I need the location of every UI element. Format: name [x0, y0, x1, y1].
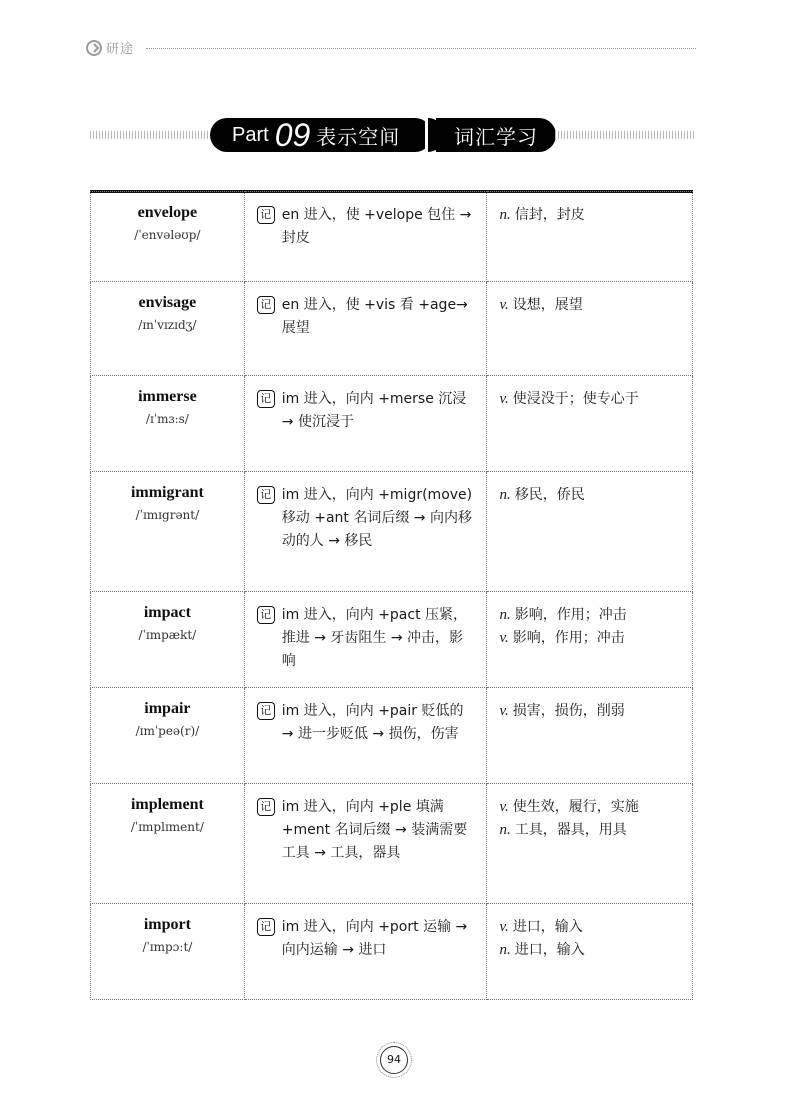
phonetic: /ɪmˈpeə(r)/ [135, 724, 200, 738]
definition-text: 损害，损伤，削弱 [512, 703, 625, 719]
table-row [91, 472, 693, 592]
etymology-text: im 进入，向内 +pact 压紧，推进 → 牙齿阻生 → 冲击，影响 [281, 607, 468, 669]
banner-title: 表示空间 [316, 124, 401, 149]
etymology-text: im 进入，向内 +migr(move) 移动 +ant 名词后缀 → 向内移动的人 → 移民 [281, 487, 473, 549]
word-cell [91, 192, 245, 282]
mnemonic-badge-icon: 记 [257, 918, 275, 936]
part-of-speech: v. [499, 799, 509, 815]
part-of-speech: v. [499, 919, 509, 935]
vocabulary-table [90, 191, 693, 1000]
page-header [86, 38, 696, 60]
etymology-cell [244, 472, 487, 592]
phonetic: /ɪnˈvɪzɪdʒ/ [138, 318, 197, 332]
definition-text: 进口，输入 [514, 942, 585, 958]
definition-line [499, 916, 684, 939]
definition-line [499, 700, 684, 723]
etymology-cell [244, 904, 487, 1000]
part-of-speech: v. [499, 703, 509, 719]
word: impair [144, 700, 191, 717]
etymology-cell [244, 282, 487, 376]
word-cell [91, 472, 245, 592]
part-of-speech: v. [499, 630, 509, 646]
table-row [91, 192, 693, 282]
part-of-speech: n. [499, 942, 511, 958]
definition-line [499, 796, 684, 819]
part-of-speech: n. [499, 822, 511, 838]
definition-cell [487, 376, 693, 472]
mnemonic-badge-icon: 记 [257, 296, 275, 314]
banner-hatch-left [90, 131, 208, 139]
word: envisage [138, 294, 197, 311]
section-banner [90, 118, 695, 152]
etymology-cell [244, 192, 487, 282]
part-of-speech: v. [499, 391, 509, 407]
definition-line [499, 388, 684, 411]
etymology-text: en 进入，使 +velope 包住 → 封皮 [281, 207, 472, 246]
word: import [143, 916, 191, 933]
part-of-speech: n. [499, 487, 511, 503]
definition-cell [487, 592, 693, 688]
etymology-cell [244, 592, 487, 688]
definition-cell [487, 282, 693, 376]
definition-text: 信封，封皮 [514, 207, 585, 223]
definition-line [499, 627, 684, 650]
banner-subtitle-tab [436, 118, 556, 152]
definition-text: 工具，器具，用具 [514, 822, 627, 838]
definition-line [499, 939, 684, 962]
page-number: 94 [380, 1046, 408, 1074]
word-cell [91, 376, 245, 472]
definition-text: 进口，输入 [512, 919, 583, 935]
definition-cell [487, 784, 693, 904]
word: impact [143, 604, 191, 621]
etymology-text: im 进入，向内 +merse 沉浸 → 使沉浸于 [281, 391, 467, 430]
definition-line [499, 294, 684, 317]
definition-cell [487, 472, 693, 592]
etymology-text: en 进入，使 +vis 看 +age→ 展望 [281, 297, 468, 336]
banner-part-number: 09 [274, 117, 311, 153]
definition-cell [487, 688, 693, 784]
word: immerse [138, 388, 197, 405]
etymology-cell [244, 376, 487, 472]
etymology-cell [244, 688, 487, 784]
definition-text: 影响，作用；冲击 [512, 630, 625, 646]
mnemonic-badge-icon: 记 [257, 390, 275, 408]
word-cell [91, 282, 245, 376]
definition-line [499, 819, 684, 842]
phonetic: /ˈenvələʊp/ [134, 228, 201, 242]
banner-part-label: Part [232, 123, 269, 146]
word-cell [91, 592, 245, 688]
word: immigrant [130, 484, 204, 501]
banner-part-pill [210, 118, 432, 152]
header-divider [146, 48, 696, 49]
definition-line [499, 204, 684, 227]
word-cell [91, 904, 245, 1000]
definition-text: 使生效，履行，实施 [512, 799, 639, 815]
definition-text: 影响，作用；冲击 [514, 607, 627, 623]
definition-text: 使浸没于；使专心于 [512, 391, 639, 407]
mnemonic-badge-icon: 记 [257, 606, 275, 624]
mnemonic-badge-icon: 记 [257, 702, 275, 720]
etymology-text: im 进入，向内 +port 运输 → 向内运输 → 进口 [281, 919, 468, 958]
table-row [91, 904, 693, 1000]
etymology-text: im 进入，向内 +pair 贬低的 → 进一步贬低 → 损伤，伤害 [281, 703, 464, 742]
mnemonic-badge-icon: 记 [257, 798, 275, 816]
etymology-cell [244, 784, 487, 904]
mnemonic-badge-icon: 记 [257, 486, 275, 504]
part-of-speech: n. [499, 607, 511, 623]
word-cell [91, 784, 245, 904]
definition-text: 移民，侨民 [514, 487, 585, 503]
mnemonic-badge-icon: 记 [257, 206, 275, 224]
table-row [91, 784, 693, 904]
logo-text: 研途 [106, 42, 135, 57]
phonetic: /ˈɪmplɪment/ [130, 820, 204, 834]
part-of-speech: v. [499, 297, 509, 313]
word: implement [130, 796, 204, 813]
banner-subtitle: 词汇学习 [454, 124, 538, 149]
definition-text: 设想，展望 [512, 297, 583, 313]
phonetic: /ˈɪmɪgrənt/ [135, 508, 200, 522]
definition-cell [487, 904, 693, 1000]
logo-icon [86, 40, 102, 56]
part-of-speech: n. [499, 207, 511, 223]
banner-hatch-right [555, 131, 695, 139]
table-row [91, 688, 693, 784]
word: envelope [137, 204, 198, 221]
table-row [91, 282, 693, 376]
table-row [91, 592, 693, 688]
definition-cell [487, 192, 693, 282]
table-row [91, 376, 693, 472]
phonetic: /ˈɪmpækt/ [138, 628, 197, 642]
logo [86, 38, 134, 57]
word-cell [91, 688, 245, 784]
definition-line [499, 604, 684, 627]
phonetic: /ɪˈmɜːs/ [145, 412, 189, 426]
etymology-text: im 进入，向内 +ple 填满 +ment 名词后缀 → 装满需要工具 → 工具，器具 [281, 799, 468, 861]
phonetic: /ˈɪmpɔːt/ [142, 940, 193, 954]
definition-line [499, 484, 684, 507]
vocabulary-table-body [91, 192, 693, 1000]
